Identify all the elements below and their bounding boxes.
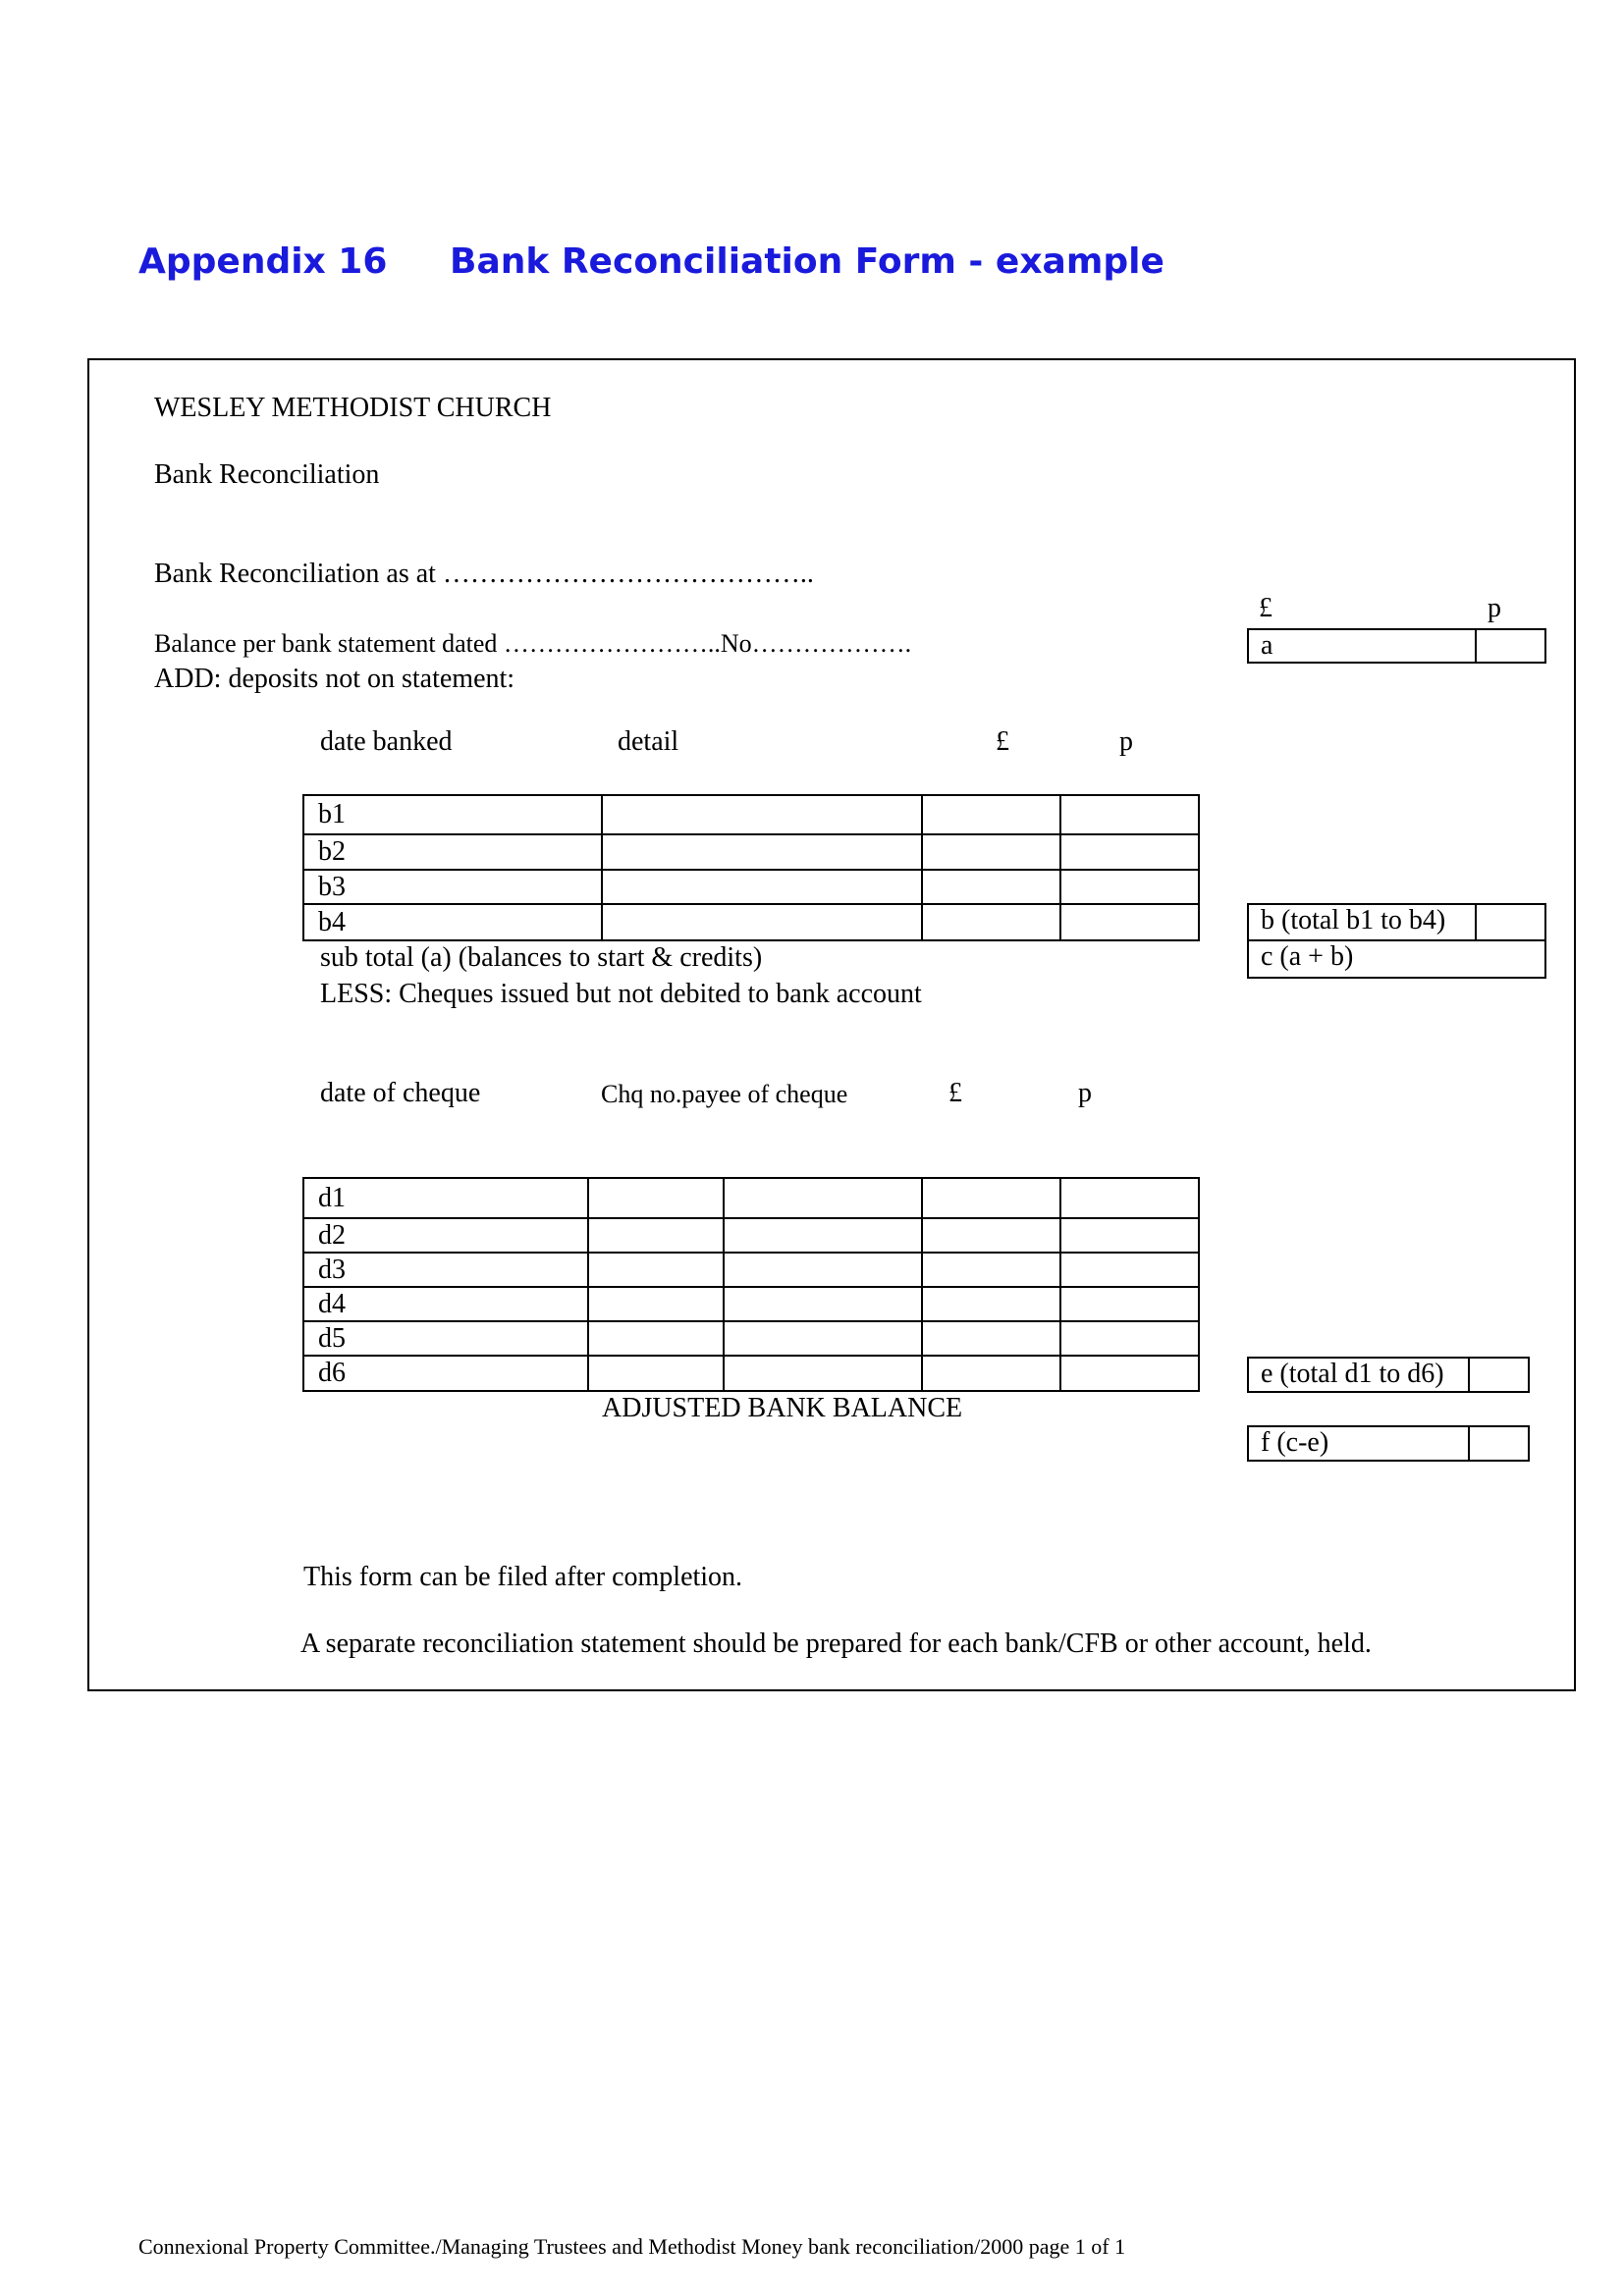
pence-cell[interactable] [1060,904,1199,940]
pound-cell[interactable] [922,904,1060,940]
payee-cell[interactable] [724,1321,922,1356]
table-row [303,1356,1199,1391]
payee-cell[interactable] [724,1287,922,1321]
filing-note: This form can be filed after completion. [303,1562,743,1592]
box-a-pence[interactable] [1475,628,1546,664]
row-label: d4 [303,1287,588,1321]
pence-cell[interactable] [1060,795,1199,834]
table-row [303,1218,1199,1253]
form-subtitle: Bank Reconciliation [154,459,380,490]
row-label: b4 [303,904,602,940]
pound-cell[interactable] [922,795,1060,834]
table-row [303,1253,1199,1287]
pound-cell[interactable] [922,1356,1060,1391]
pence-cell[interactable] [1060,1321,1199,1356]
pence-cell[interactable] [1060,1218,1199,1253]
table-row [303,795,1199,834]
pound-cell[interactable] [922,870,1060,904]
box-b-value[interactable] [1475,903,1546,941]
deposits-table [302,794,1200,941]
row-label: d1 [303,1178,588,1218]
table-row [303,870,1199,904]
pound-cell[interactable] [922,1178,1060,1218]
pence-cell[interactable] [1060,870,1199,904]
pound-header: £ [1259,593,1272,623]
detail-cell[interactable] [602,870,922,904]
church-name: WESLEY METHODIST CHURCH [154,393,552,423]
payee-cell[interactable] [724,1218,922,1253]
subtotal-line: sub total (a) (balances to start & credits) [320,942,763,973]
row-label: d6 [303,1356,588,1391]
pence-cell[interactable] [1060,1253,1199,1287]
less-cheques-line: LESS: Cheques issued but not debited to bank account [320,979,922,1009]
add-deposits-line: ADD: deposits not on statement: [154,664,515,694]
pound-cell[interactable] [922,1253,1060,1287]
deposits-pence-header: p [1119,726,1133,757]
cheques-pound-header: £ [948,1078,962,1108]
row-label: b2 [303,834,602,870]
cheques-number-payee-header: Chq no.payee of cheque [601,1080,848,1108]
cheques-table [302,1177,1200,1392]
row-label: b1 [303,795,602,834]
deposits-date-header: date banked [320,726,453,757]
row-label: b3 [303,870,602,904]
table-row [303,1178,1199,1218]
pound-cell[interactable] [922,1321,1060,1356]
box-f-value[interactable] [1468,1425,1530,1462]
payee-cell[interactable] [724,1356,922,1391]
pence-header: p [1488,593,1501,623]
chq-no-cell[interactable] [588,1178,724,1218]
separate-statement-note: A separate reconciliation statement should be prepared for each bank/CFB or other account, held. [300,1629,1372,1659]
box-b: b (total b1 to b4) [1247,903,1477,941]
table-row [303,834,1199,870]
page-footer: Connexional Property Committee./Managing Trustees and Methodist Money bank reconciliation/2000 page 1 of 1 [138,2234,1126,2259]
chq-no-cell[interactable] [588,1253,724,1287]
cheques-date-header: date of cheque [320,1078,481,1108]
adjusted-balance-label: ADJUSTED BANK BALANCE [602,1393,963,1423]
pound-cell[interactable] [922,1218,1060,1253]
table-row [303,1321,1199,1356]
pence-cell[interactable] [1060,1356,1199,1391]
table-row [303,904,1199,940]
appendix-number: Appendix 16 [138,241,388,282]
chq-no-cell[interactable] [588,1218,724,1253]
pound-cell[interactable] [922,834,1060,870]
as-at-line: Bank Reconciliation as at ………………………………….. [154,559,814,589]
pound-cell[interactable] [922,1287,1060,1321]
chq-no-cell[interactable] [588,1321,724,1356]
detail-cell[interactable] [602,795,922,834]
cheques-pence-header: p [1078,1078,1092,1108]
pence-cell[interactable] [1060,834,1199,870]
balance-statement-line: Balance per bank statement dated ……………………..No………………. [154,629,912,658]
pence-cell[interactable] [1060,1178,1199,1218]
detail-cell[interactable] [602,904,922,940]
pence-cell[interactable] [1060,1287,1199,1321]
payee-cell[interactable] [724,1253,922,1287]
deposits-pound-header: £ [996,726,1009,757]
box-e-value[interactable] [1468,1357,1530,1393]
box-f: f (c-e) [1247,1425,1470,1462]
box-e: e (total d1 to d6) [1247,1357,1470,1393]
box-c: c (a + b) [1247,939,1546,979]
deposits-detail-header: detail [618,726,679,757]
detail-cell[interactable] [602,834,922,870]
row-label: d2 [303,1218,588,1253]
row-label: d5 [303,1321,588,1356]
box-a: a [1247,628,1477,664]
payee-cell[interactable] [724,1178,922,1218]
chq-no-cell[interactable] [588,1356,724,1391]
chq-no-cell[interactable] [588,1287,724,1321]
page-title: Bank Reconciliation Form - example [450,241,1164,282]
row-label: d3 [303,1253,588,1287]
table-row [303,1287,1199,1321]
